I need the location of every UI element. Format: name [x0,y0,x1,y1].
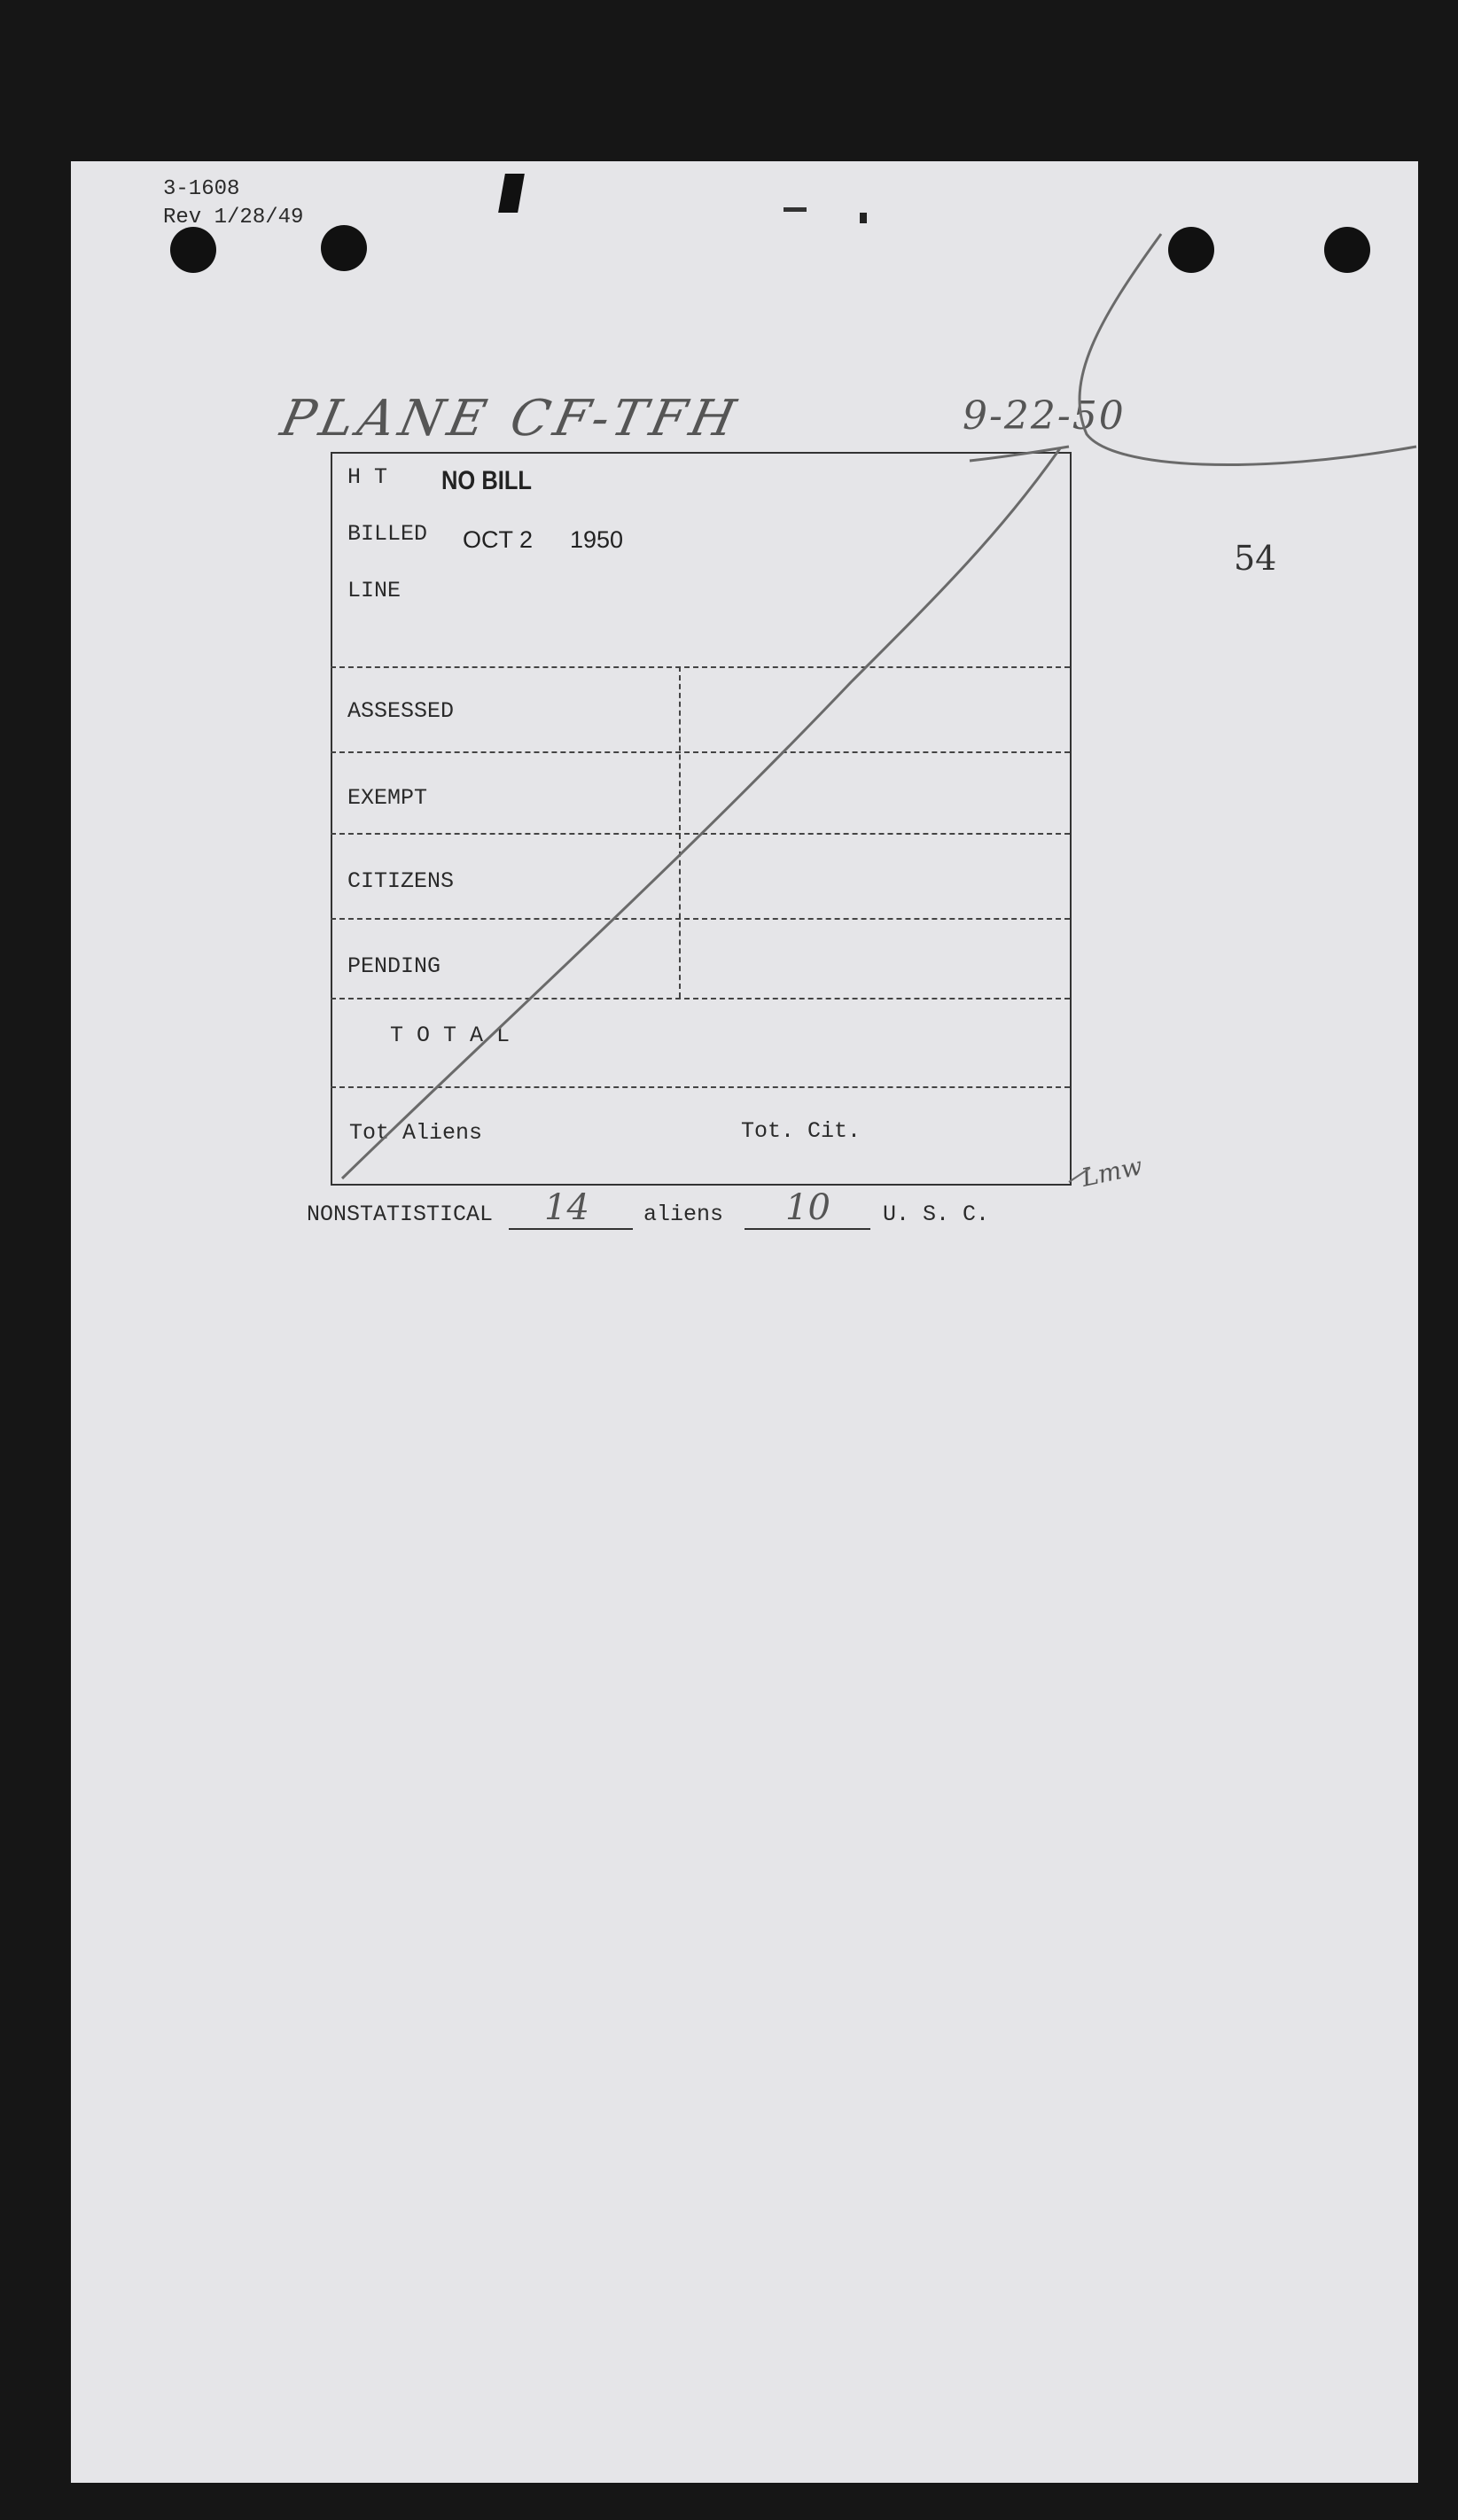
tally-form-box [331,452,1072,1186]
usc-count-blank [745,1228,870,1230]
aliens-count-handwritten: 14 [544,1187,589,1228]
billed-year-stamp: 1950 [570,526,624,553]
assessed-label: ASSESSED [347,698,455,724]
form-column-divider [679,666,681,998]
billed-label: BILLED [347,521,428,547]
exempt-label: EXEMPT [347,785,428,811]
form-divider [331,751,1070,753]
punch-hole-right-2 [1324,227,1370,273]
punch-hole-left-1 [170,227,216,273]
form-divider [331,1086,1070,1088]
form-divider [331,833,1070,835]
initials-handwritten: Lmw [1079,1151,1145,1193]
form-number: 3-1608 [163,177,240,201]
date-handwritten: 9-22-50 [963,393,1126,439]
usc-label: U. S. C. [883,1202,990,1227]
billed-date-stamp: OCT 2 [463,526,534,553]
usc-count-handwritten: 10 [785,1187,830,1228]
tot-aliens-label: Tot Aliens [349,1120,483,1146]
ink-mark [860,213,867,223]
punch-hole-left-2 [321,225,367,271]
no-bill-stamp: NO BILL [441,466,532,495]
ht-label: H T [347,464,388,490]
plane-handwritten: PLANE CF-TFH [276,390,746,447]
citizens-label: CITIZENS [347,868,455,894]
nonstatistical-label: NONSTATISTICAL [307,1202,494,1227]
punch-hole-right-1 [1168,227,1214,273]
tot-cit-label: Tot. Cit. [741,1118,862,1144]
form-divider [331,998,1070,999]
form-divider [331,918,1070,920]
aliens-count-blank [509,1228,633,1230]
line-label: LINE [347,578,402,603]
total-label: T O T A L [390,1023,511,1048]
page-number: 54 [1234,539,1277,578]
form-divider [331,666,1070,668]
pending-label: PENDING [347,953,441,979]
aliens-label: aliens [643,1202,724,1227]
form-revision: Rev 1/28/49 [163,206,304,229]
ink-mark [784,207,807,212]
